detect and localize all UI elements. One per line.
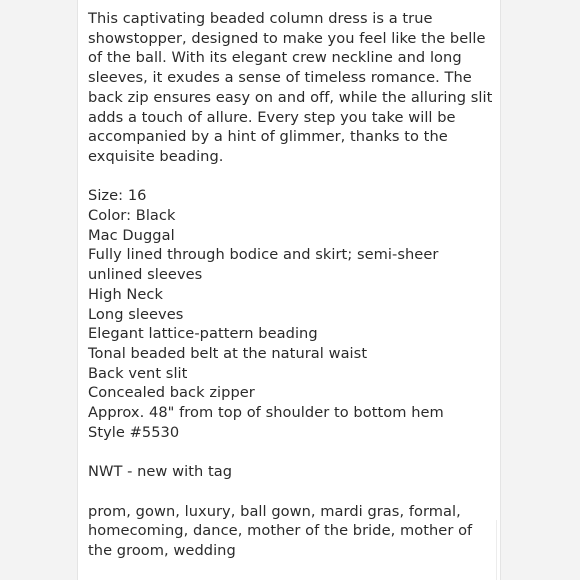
detail-item: Approx. 48" from top of shoulder to bottom hem bbox=[88, 404, 444, 422]
description-line: showstopper, designed to make you feel like the belle bbox=[88, 29, 486, 47]
detail-item: High Neck bbox=[88, 285, 164, 303]
description-paragraph bbox=[88, 9, 496, 167]
description-line: This captivating beaded column dress is a true bbox=[88, 10, 433, 27]
listing-description bbox=[88, 9, 496, 561]
condition-note bbox=[88, 462, 496, 482]
detail-item: Size: 16 bbox=[88, 187, 147, 205]
detail-item: Mac Duggal bbox=[88, 226, 175, 244]
detail-item: Fully lined through bodice and skirt; semi-sheer bbox=[88, 246, 439, 264]
detail-item: unlined sleeves bbox=[88, 266, 203, 284]
paragraph-gap bbox=[88, 442, 496, 462]
description-line: accompanied by a hint of glimmer, thanks to the bbox=[88, 128, 448, 146]
tags-paragraph bbox=[88, 502, 496, 561]
right-divider bbox=[500, 0, 501, 580]
detail-item: Tonal beaded belt at the natural waist bbox=[88, 344, 368, 362]
description-line: adds a touch of allure. Every step you take will be bbox=[88, 108, 456, 126]
condition-text: NWT - new with tag bbox=[88, 463, 233, 481]
description-line: exquisite beading. bbox=[88, 147, 224, 165]
paragraph-gap bbox=[88, 482, 496, 502]
detail-item: Style #5530 bbox=[88, 423, 180, 441]
tags-line: homecoming, dance, mother of the bride, mother of bbox=[88, 522, 473, 540]
left-divider bbox=[77, 0, 78, 580]
details-list bbox=[88, 186, 496, 442]
description-line: sleeves, it exudes a sense of timeless romance. The bbox=[88, 69, 472, 87]
detail-item: Color: Black bbox=[88, 207, 176, 225]
tags-line: the groom, wedding bbox=[88, 541, 236, 559]
paragraph-gap bbox=[88, 167, 496, 187]
description-line: back zip ensures easy on and off, while the alluring slit bbox=[88, 88, 493, 106]
detail-item: Elegant lattice-pattern beading bbox=[88, 325, 318, 343]
detail-item: Long sleeves bbox=[88, 305, 184, 323]
description-line: of the ball. With its elegant crew neckline and long bbox=[88, 49, 462, 67]
tags-line: prom, gown, luxury, ball gown, mardi gras, formal, bbox=[88, 502, 461, 520]
faint-divider bbox=[496, 520, 497, 580]
detail-item: Concealed back zipper bbox=[88, 384, 255, 402]
detail-item: Back vent slit bbox=[88, 364, 188, 382]
